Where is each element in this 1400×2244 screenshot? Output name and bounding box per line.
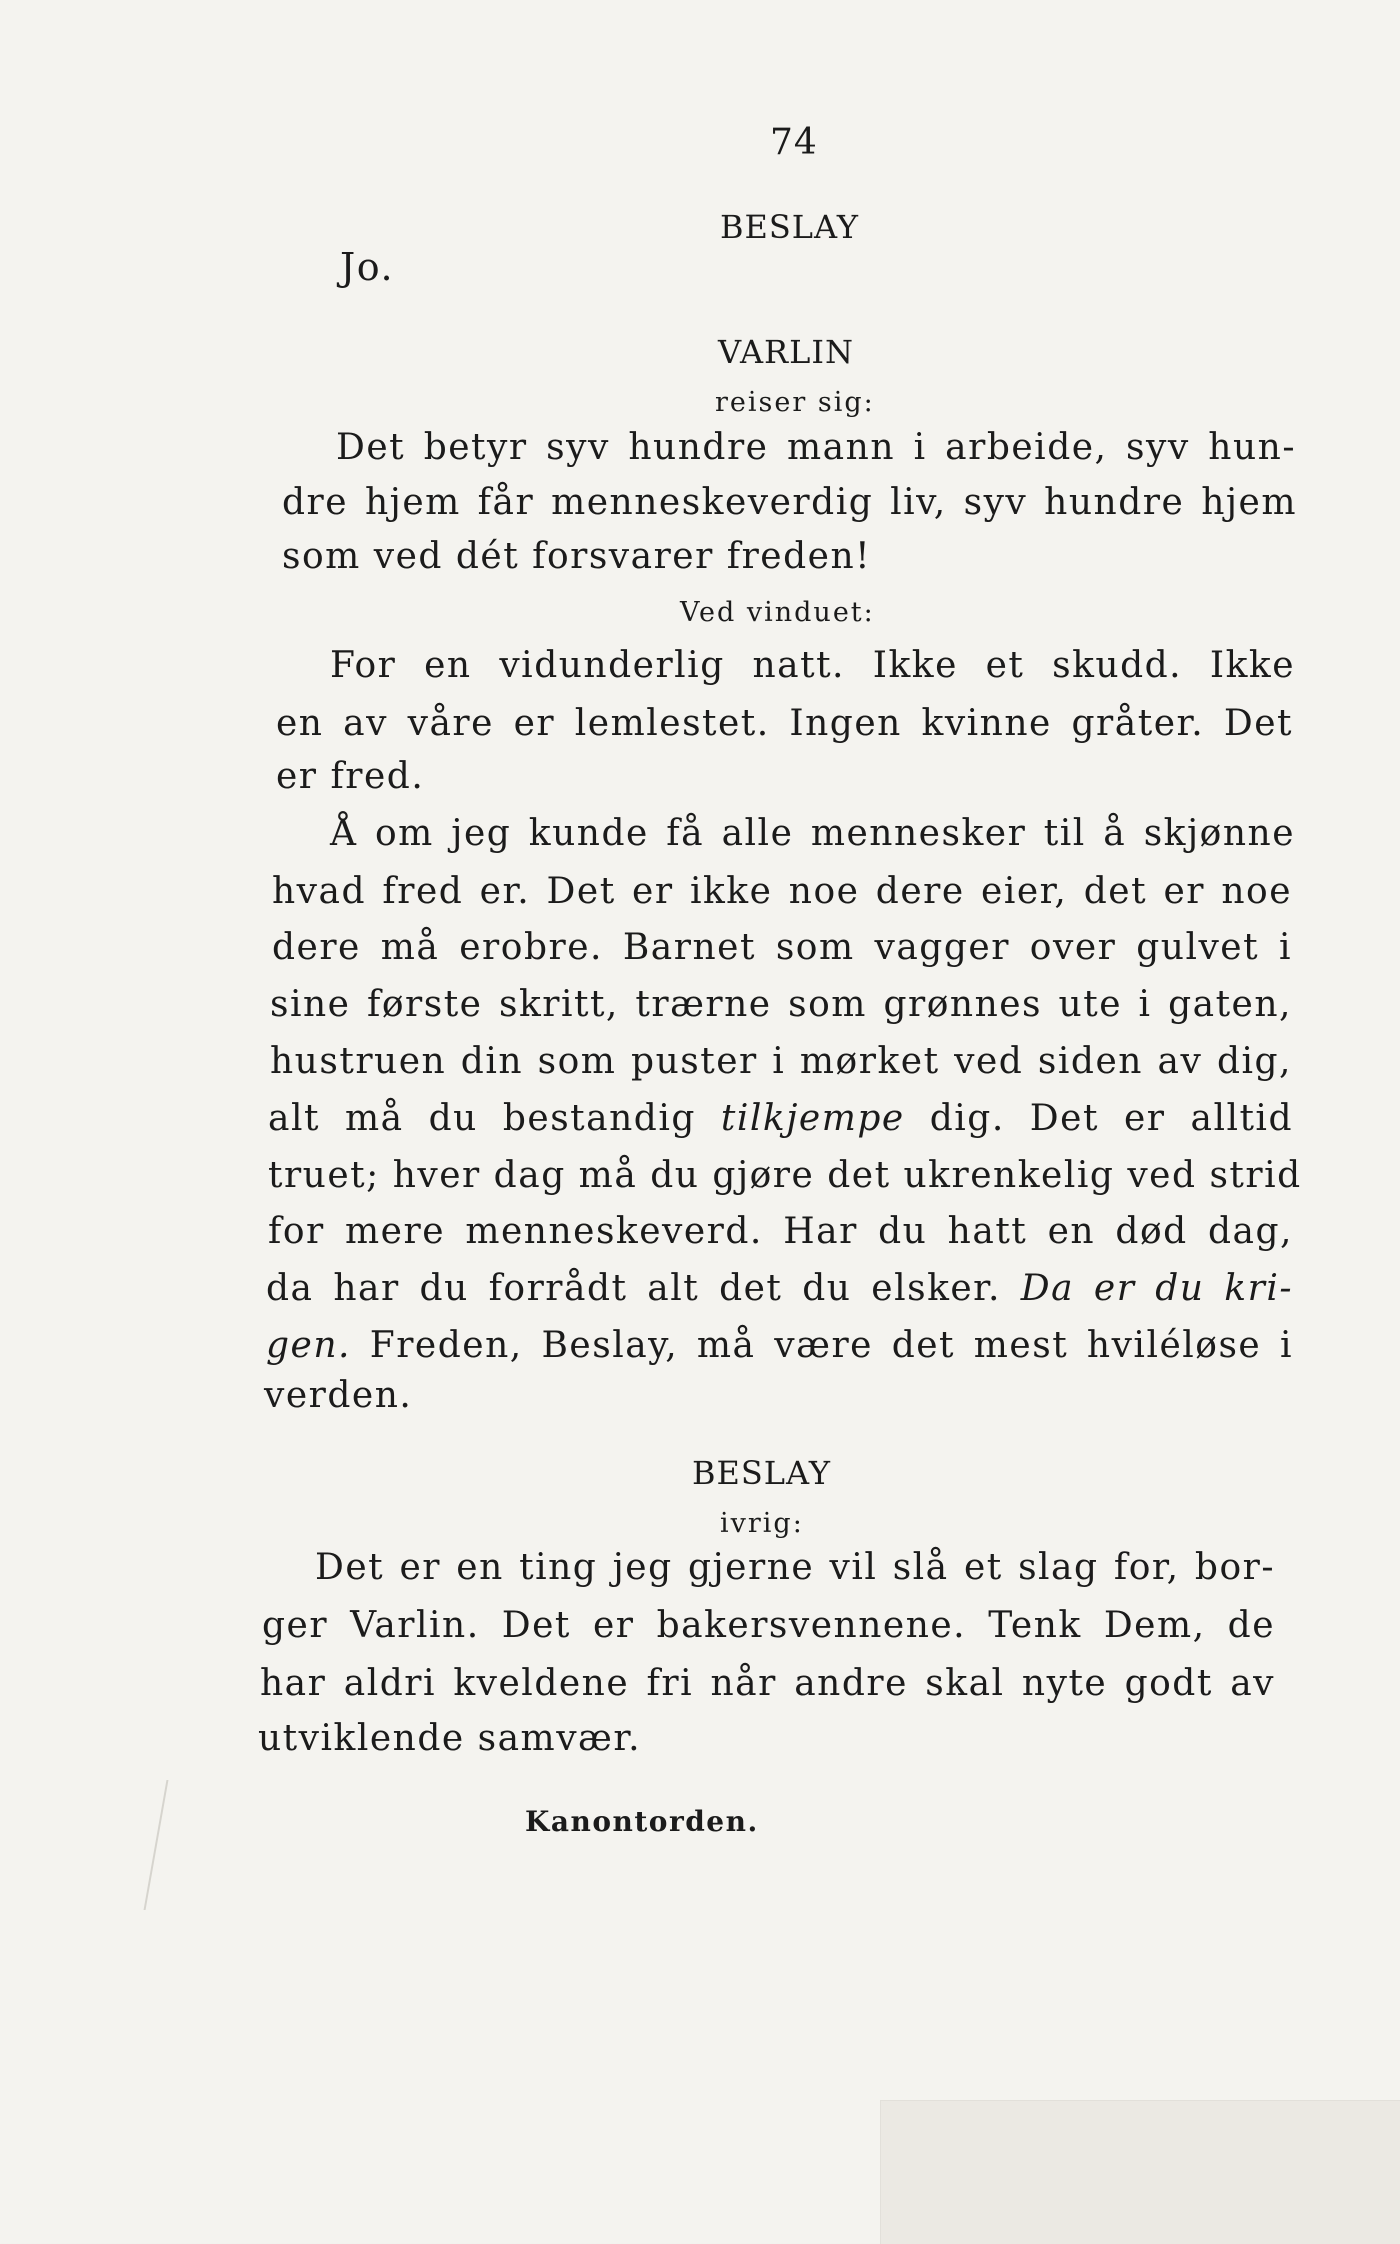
stage-direction: reiser sig: xyxy=(715,387,875,418)
emphasis-text: gen. xyxy=(266,1325,351,1366)
dialogue-line: er fred. xyxy=(276,756,425,797)
dialogue-line xyxy=(266,1268,1293,1309)
dialogue-line: hvad fred er. Det er ikke noe dere eier, det er noe xyxy=(272,871,1292,912)
text-segment: da har du forrådt alt det du elsker. xyxy=(266,1268,1001,1309)
margin-mark xyxy=(144,1780,209,1910)
dialogue-line: hustruen din som puster i mørket ved siden av dig, xyxy=(270,1041,1292,1082)
stage-direction: Ved vinduet: xyxy=(680,597,875,628)
dialogue-line: For en vidunderlig natt. Ikke et skudd. Ikke xyxy=(330,645,1295,686)
dialogue-line: Det er en ting jeg gjerne vil slå et slag for, bor- xyxy=(315,1547,1275,1588)
dialogue-line xyxy=(266,1325,1293,1366)
dialogue-line: truet; hver dag må du gjøre det ukrenkelig ved strid xyxy=(268,1155,1302,1196)
text-segment: Freden, Beslay, må være det mest hviléløse i xyxy=(369,1325,1293,1366)
dialogue-line: en av våre er lemlestet. Ingen kvinne gråter. Det xyxy=(276,703,1293,744)
text-segment: dig. Det er alltid xyxy=(929,1098,1293,1139)
dialogue-line: har aldri kveldene fri når andre skal nyte godt av xyxy=(260,1663,1275,1704)
dialogue-line: Å om jeg kunde få alle mennesker til å skjønne xyxy=(330,813,1295,854)
stage-direction: ivrig: xyxy=(720,1508,804,1539)
emphasis-text: tilkjempe xyxy=(720,1098,905,1139)
dialogue-line: utviklende samvær. xyxy=(258,1718,642,1759)
text-segment: alt må du bestandig xyxy=(268,1098,696,1139)
dialogue-line: sine første skritt, trærne som grønnes ute i gaten, xyxy=(270,984,1292,1025)
dialogue-line: Det betyr syv hundre mann i arbeide, syv hun- xyxy=(336,427,1296,468)
speaker-varlin: VARLIN xyxy=(718,333,855,371)
dialogue-line: dre hjem får menneskeverdig liv, syv hundre hjem xyxy=(282,482,1297,523)
paper-stain xyxy=(880,2100,1400,2244)
speaker-beslay: BESLAY xyxy=(720,208,859,246)
dialogue-line: for mere menneskeverd. Har du hatt en død dag, xyxy=(268,1211,1293,1252)
page-number: 74 xyxy=(770,122,818,163)
speaker-beslay: BESLAY xyxy=(692,1454,831,1492)
dialogue-line: Jo. xyxy=(340,245,395,289)
dialogue-line: dere må erobre. Barnet som vagger over gulvet i xyxy=(272,927,1292,968)
dialogue-line: ger Varlin. Det er bakersvennene. Tenk Dem, de xyxy=(262,1605,1275,1646)
dialogue-line xyxy=(268,1098,1293,1139)
stage-direction-final: Kanontorden. xyxy=(525,1805,759,1838)
dialogue-line: verden. xyxy=(264,1375,413,1416)
dialogue-line: som ved dét forsvarer freden! xyxy=(282,536,872,577)
emphasis-text: Da er du kri- xyxy=(1020,1268,1293,1309)
